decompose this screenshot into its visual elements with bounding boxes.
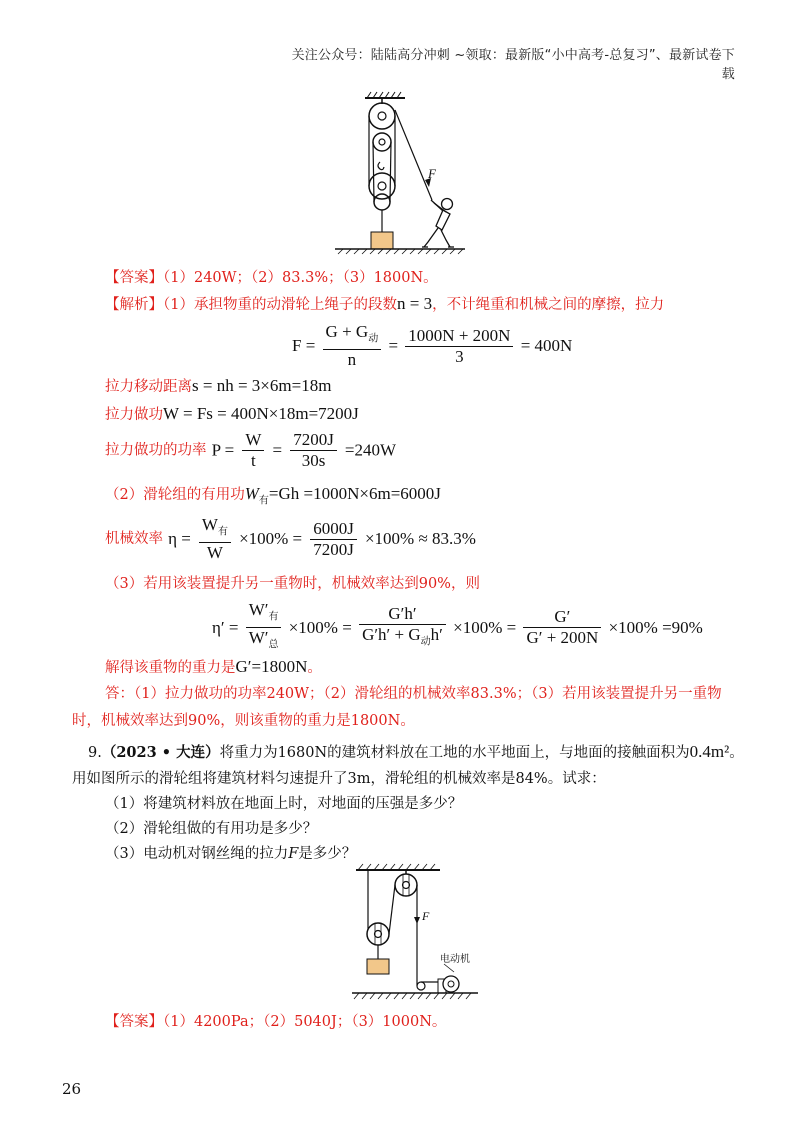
rope-count: n = 3 <box>396 294 433 313</box>
eta2-den-3: G′ + 200N <box>526 628 599 648</box>
power-result: =240W <box>344 440 397 460</box>
eta2-den-1: W′ <box>248 628 269 648</box>
solve-label: 解得该重物的重力是 <box>105 660 236 676</box>
eta2-subd-2: 动 <box>420 636 431 648</box>
page-header: 关注公众号：陆陆高分冲刺 ~领取：最新版“小中高考-总复习”、最新试卷下载 <box>291 48 735 82</box>
work-line <box>105 404 359 425</box>
power-den-1: t <box>251 451 256 470</box>
question-part-3-text: （3）电动机对钢丝绳的拉力 <box>105 846 289 862</box>
power-line: 拉力做功的功率 P = $\frac{W}{t}$ = $\frac{7200J}{30s}$ =240W <box>105 430 397 470</box>
eta2-den-2: G′h′ + G <box>362 624 421 644</box>
power-label: 拉力做功的功率 <box>105 442 207 459</box>
power-num-1: W <box>242 430 264 451</box>
efficiency-num-2: 6000J <box>310 519 357 540</box>
force-num-1: G + G <box>325 322 369 341</box>
eta2-num-2: G′h′ <box>359 604 446 625</box>
efficiency-line <box>105 515 476 563</box>
eta2-num-3: G′ <box>523 607 601 628</box>
useful-eq: =Gh =1000N×6m=6000J <box>268 484 441 503</box>
question-9-stem-1 <box>88 742 744 763</box>
question-9-part-3 <box>105 844 356 864</box>
force-num-2: 1000N + 200N <box>405 326 513 347</box>
eta2-result: ×100% =90% <box>608 617 703 637</box>
force-lhs: F = <box>292 336 316 356</box>
question-stem-1-end: 。 <box>729 745 744 761</box>
question-area: 0.4m² <box>689 742 730 761</box>
eta2-subd-1: 总 <box>268 639 279 651</box>
analysis-intro-text-2: ，不计绳重和机械之间的摩擦，拉力 <box>432 297 665 313</box>
analysis-intro <box>105 294 664 315</box>
analysis-intro-text: （1）承担物重的动滑轮上绳子的段数 <box>163 297 397 313</box>
answer-2-text: （1）4200Pa；（2）5040J；（3）1000N。 <box>163 1014 447 1030</box>
part3-line: （3）若用该装置提升另一重物时，机械效率达到90%，则 <box>105 576 480 592</box>
motor-label: 电动机 <box>440 954 470 965</box>
force-result: = 400N <box>520 336 573 356</box>
question-number: 9. <box>88 745 102 761</box>
efficiency-den-2: 7200J <box>313 539 354 559</box>
force-den-1: n <box>347 350 357 370</box>
force-label-1: F <box>428 166 436 181</box>
efficiency-mid: ×100% = <box>239 529 303 549</box>
useful-work-line <box>105 484 441 511</box>
distance-eq: s = nh = 3×6m=18m <box>192 376 332 395</box>
eta2-mid-2: ×100% = <box>453 617 517 637</box>
pulley-figure-2 <box>348 862 498 1002</box>
power-den-2: 30s <box>301 451 326 470</box>
useful-label: （2）滑轮组的有用功 <box>105 487 245 503</box>
distance-line <box>105 376 331 397</box>
answer-2 <box>105 1012 446 1032</box>
eta2-mid-1: ×100% = <box>288 617 352 637</box>
eta2-sub-1: 有 <box>268 611 279 623</box>
solve-eq: G′=1800N <box>235 657 308 676</box>
answer-tag: 【答案】 <box>105 270 163 286</box>
question-9-part-1: （1）将建筑材料放在地面上时，对地面的压强是多少？ <box>105 796 463 812</box>
eta2-den-2b: h′ <box>430 624 443 644</box>
distance-label: 拉力移动距离 <box>105 379 192 395</box>
answer-1 <box>105 268 438 288</box>
solve-end: 。 <box>307 660 322 676</box>
eta-prime-formula <box>212 600 703 656</box>
efficiency-label: 机械效率 <box>105 531 163 548</box>
question-part-3-end: 是多少？ <box>298 846 357 862</box>
efficiency-den-1: W <box>206 543 223 563</box>
summary-line-1: 答：（1）拉力做功的功率240W；（2）滑轮组的机械效率83.3%；（3）若用该装置提升另一重物 <box>105 686 722 702</box>
question-part-3-var: F <box>288 846 299 862</box>
force-sub-1: 动 <box>368 333 379 345</box>
power-lhs: P = <box>211 440 235 460</box>
question-stem-1: 将重力为1680N的建筑材料放在工地的水平地面上，与地面的接触面积为 <box>219 745 690 761</box>
force-formula <box>292 322 572 370</box>
efficiency-num-1: W <box>201 515 218 534</box>
useful-lhs: W <box>244 484 259 503</box>
question-source: （2023 • 大连） <box>101 744 220 761</box>
power-num-2: 7200J <box>290 430 337 451</box>
efficiency-sub-1: 有 <box>217 526 228 538</box>
page-number: 26 <box>62 1080 82 1098</box>
summary-line-2: 时，机械效率达到90%，则该重物的重力是1800N。 <box>72 713 415 729</box>
solve-line <box>105 657 322 678</box>
eta2-num-1: W′ <box>248 600 269 619</box>
question-9-part-2: （2）滑轮组做的有用功是多少？ <box>105 821 318 837</box>
efficiency-lhs: η = <box>168 529 191 549</box>
person-pulling <box>422 199 454 248</box>
force-den-2: 3 <box>455 346 464 366</box>
answer-text: （1）240W；（2）83.3%；（3）1800N。 <box>163 270 438 286</box>
force-eq: = <box>388 336 399 356</box>
useful-sub: 有 <box>258 495 269 507</box>
efficiency-result: ×100% ≈ 83.3% <box>364 529 476 549</box>
question-9-stem-2: 用如图所示的滑轮组将建筑材料匀速提升了3m，滑轮组的机械效率是84%。试求： <box>72 771 606 787</box>
eta2-lhs: η′ = <box>212 617 239 637</box>
answer-2-tag: 【答案】 <box>105 1014 163 1030</box>
force-label-2: F <box>422 909 430 923</box>
analysis-tag: 【解析】 <box>105 297 163 313</box>
pulley-figure-1 <box>330 90 470 255</box>
work-eq: W = Fs = 400N×18m=7200J <box>163 404 359 423</box>
work-label: 拉力做功 <box>105 407 163 423</box>
